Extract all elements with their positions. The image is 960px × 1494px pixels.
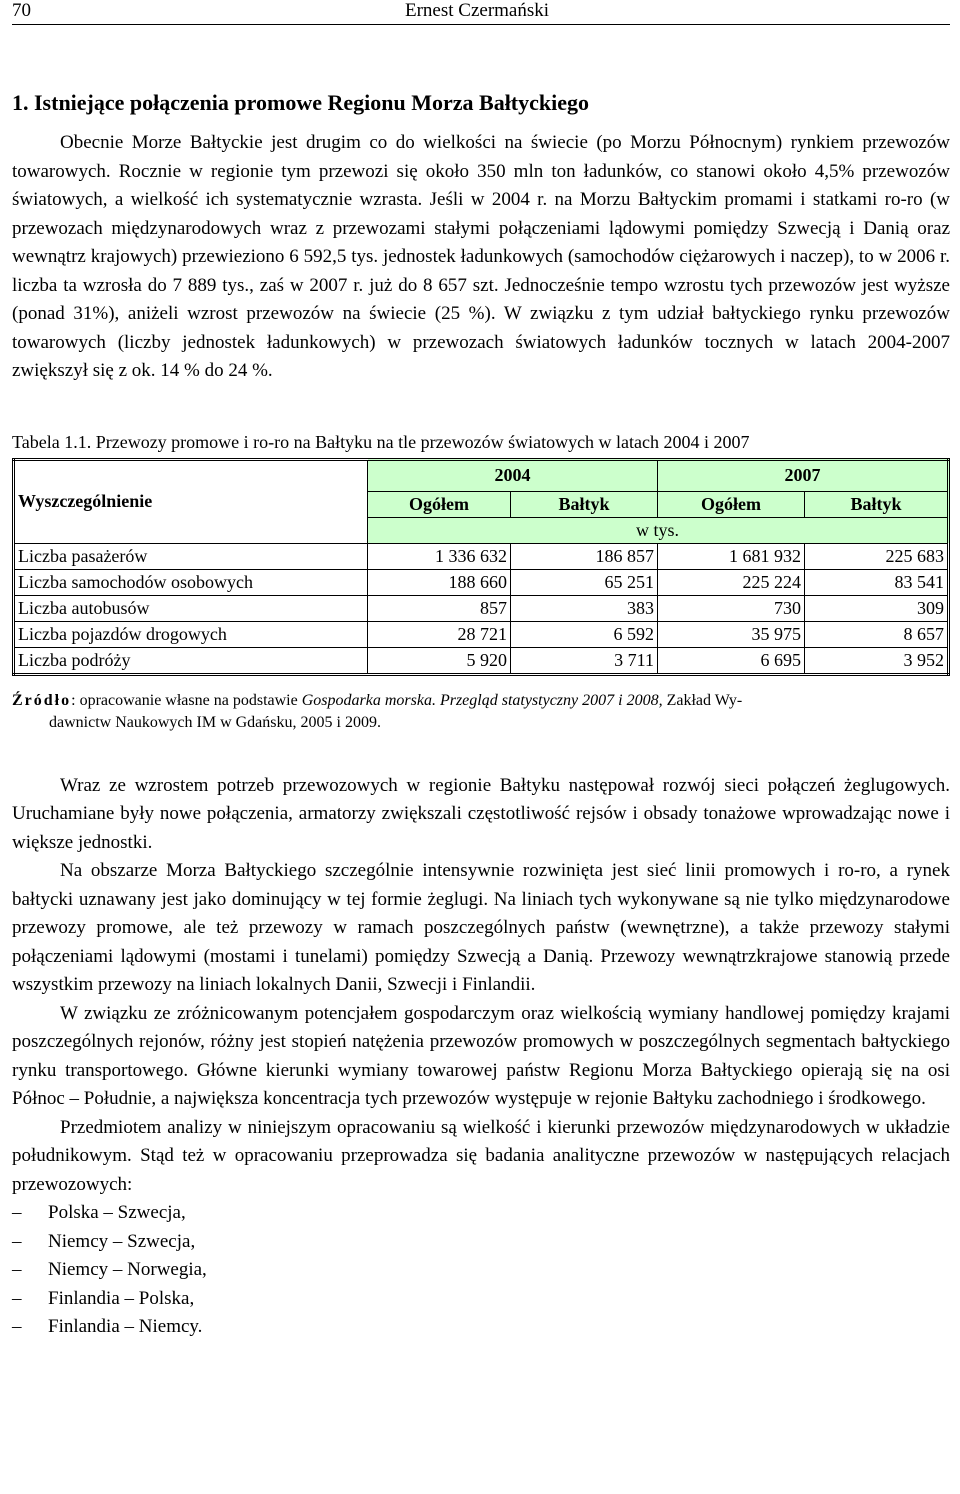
row-label: Liczba pasażerów (14, 543, 368, 569)
relations-list (12, 1199, 950, 1342)
row-header-cell: Wyszczególnienie (14, 459, 368, 543)
source-publication: Gospodarka morska. Przegląd statystyczny 2007 i 2008, (301, 691, 663, 709)
list-item-text: Finlandia – Niemcy. (48, 1316, 203, 1337)
list-item-text: Polska – Szwecja, (48, 1202, 186, 1223)
col-header-total-2007: Ogółem (658, 491, 805, 517)
running-head-author: Ernest Czermański (405, 0, 550, 21)
list-item-text: Finlandia – Polska, (48, 1287, 195, 1309)
year-header-2004: 2004 (368, 459, 658, 491)
cell-value: 3 952 (805, 647, 949, 674)
table-source-note (12, 690, 950, 734)
cell-value: 8 657 (805, 621, 949, 647)
dash-bullet: – (12, 1259, 22, 1280)
col-header-baltic-2007: Bałtyk (805, 491, 949, 517)
table-row (14, 621, 949, 647)
unit-row: w tys. (368, 517, 949, 543)
paragraph: Na obszarze Morza Bałtyckiego szczególnie intensywnie rozwinięta jest sieć linii promowych i ro-ro, a rynek bałtycki uznawany jest jako dominujący w tej formie żeglugi. Na liniach tych wykonywane są nie tylko międzynarodowe przewozy promowe, ale też przewozy w ramach poszczególnych państw (wewnętrzne), a także przewozy stałymi połączeniami lądowymi (mostami i tunelami) pomiędzy Szwecją a Danią. Przewozy wewnątrzkrajowe stanowią przede wszystkim przewozy na liniach lokalnych Danii, Szwecji i Finlandii. (12, 860, 950, 995)
paragraph: Wraz ze wzrostem potrzeb przewozowych w regionie Bałtyku następował rozwój sieci połączeń żeglugowych. Uruchamiane były nowe połączenia, armatorzy zwiększali częstotliwość rejsów i obsady tonażowe wprowadzając nowe i większe jednostki. (12, 774, 950, 853)
running-header (12, 0, 950, 25)
cell-value: 5 920 (368, 647, 511, 674)
cell-value: 3 711 (511, 647, 658, 674)
list-item (12, 1199, 950, 1228)
page-number: 70 (12, 0, 31, 21)
table-row (14, 569, 949, 595)
table-row (14, 647, 949, 674)
cell-value: 65 251 (511, 569, 658, 595)
paragraph: W związku ze zróżnicowanym potencjałem gospodarczym oraz wielkością wymiany handlowej pomiędzy krajami poszczególnych rejonów, różny jest stopień natężenia przewozów promowych w poszczególnych segmentach bałtyckiego rynku transportowego. Główne kierunki wymiany towarowej państw Regionu Morza Bałtyckiego opierają się na osi Północ – Południe, a największa koncentracja tych przewozów występuje w rejonie Bałtyku zachodniego i środkowego. (12, 1002, 950, 1109)
list-item (12, 1285, 950, 1314)
cell-value: 1 681 932 (658, 543, 805, 569)
table-row (14, 595, 949, 621)
section-title: 1. Istniejące połączenia promowe Regionu Morza Bałtyckiego (12, 90, 590, 115)
data-table (12, 458, 950, 676)
cell-value: 225 683 (805, 543, 949, 569)
col-header-total-2004: Ogółem (368, 491, 511, 517)
dash-bullet: – (12, 1287, 22, 1309)
row-label: Liczba autobusów (14, 595, 368, 621)
year-header-2007: 2007 (658, 459, 949, 491)
dash-bullet: – (12, 1230, 22, 1252)
cell-value: 730 (658, 595, 805, 621)
table-caption: Tabela 1.1. Przewozy promowe i ro-ro na Bałtyku na tle przewozów światowych w latach 2004 i 2007 (12, 431, 750, 452)
cell-value: 186 857 (511, 543, 658, 569)
cell-value: 1 336 632 (368, 543, 511, 569)
dash-bullet: – (12, 1202, 22, 1223)
list-item (12, 1228, 950, 1257)
row-label: Liczba podróży (14, 647, 368, 674)
list-item (12, 1256, 950, 1285)
cell-value: 6 592 (511, 621, 658, 647)
cell-value: 383 (511, 595, 658, 621)
cell-value: 857 (368, 595, 511, 621)
source-publisher: Zakład Wy- (662, 691, 743, 709)
cell-value: 83 541 (805, 569, 949, 595)
row-label: Liczba samochodów osobowych (14, 569, 368, 595)
cell-value: 309 (805, 595, 949, 621)
cell-value: 225 224 (658, 569, 805, 595)
dash-bullet: – (12, 1316, 22, 1337)
cell-value: 35 975 (658, 621, 805, 647)
cell-value: 6 695 (658, 647, 805, 674)
list-item-text: Niemcy – Szwecja, (48, 1230, 196, 1252)
body-text (12, 772, 950, 1342)
list-item (12, 1313, 950, 1342)
list-item-text: Niemcy – Norwegia, (48, 1259, 207, 1280)
source-label: Źródło (12, 691, 72, 709)
table-row (14, 543, 949, 569)
source-line-1 (12, 690, 950, 712)
row-label: Liczba pojazdów drogowych (14, 621, 368, 647)
source-line-2: dawnictw Naukowych IM w Gdańsku, 2005 i 2009. (49, 713, 381, 731)
source-text: : opracowanie własne na podstawie (71, 691, 302, 709)
intro-paragraph: Obecnie Morze Bałtyckie jest drugim co do wielkości na świecie (po Morzu Północnym) rynkiem przewozów towarowych. Rocznie w regionie tym przewozi się około 350 mln ton ładunków, co stanowi około 4,5% przewozów światowych, a wielkość ich systematycznie wzrasta. Jeśli w 2004 r. na Morzu Bałtyckim promami i statkami ro-ro (w przewozach międzynarodowych wraz z przewozami stałymi połączeniami lądowymi pomiędzy Szwecją i Danią oraz wewnątrz krajowych) przewieziono 6 592,5 tys. jednostek ładunkowych (samochodów ciężarowych i naczep), to w 2006 r. liczba ta wzrosła do 7 889 tys., zaś w 2007 r. już do 8 657 szt. Jednocześnie tempo wzrostu tych przewozów jest wyższe (ponad 31%), aniżeli wzrost przewozów na świecie (25 %). W związku z tym udział bałtyckiego rynku przewozów towarowych (liczby jednostek ładunkowych) w przewozach światowych ładunków tocznych w latach 2004-2007 zwiększył się z ok. 14 % do 24 %. (12, 132, 950, 381)
cell-value: 188 660 (368, 569, 511, 595)
cell-value: 28 721 (368, 621, 511, 647)
page (12, 0, 950, 1342)
col-header-baltic-2004: Bałtyk (511, 491, 658, 517)
paragraph: Przedmiotem analizy w niniejszym opracowaniu są wielkość i kierunki przewozów międzynarodowych w układzie południkowym. Stąd też w opracowaniu przeprowadza się badania analityczne przewozów w następujących relacjach przewozowych: (12, 1116, 950, 1195)
